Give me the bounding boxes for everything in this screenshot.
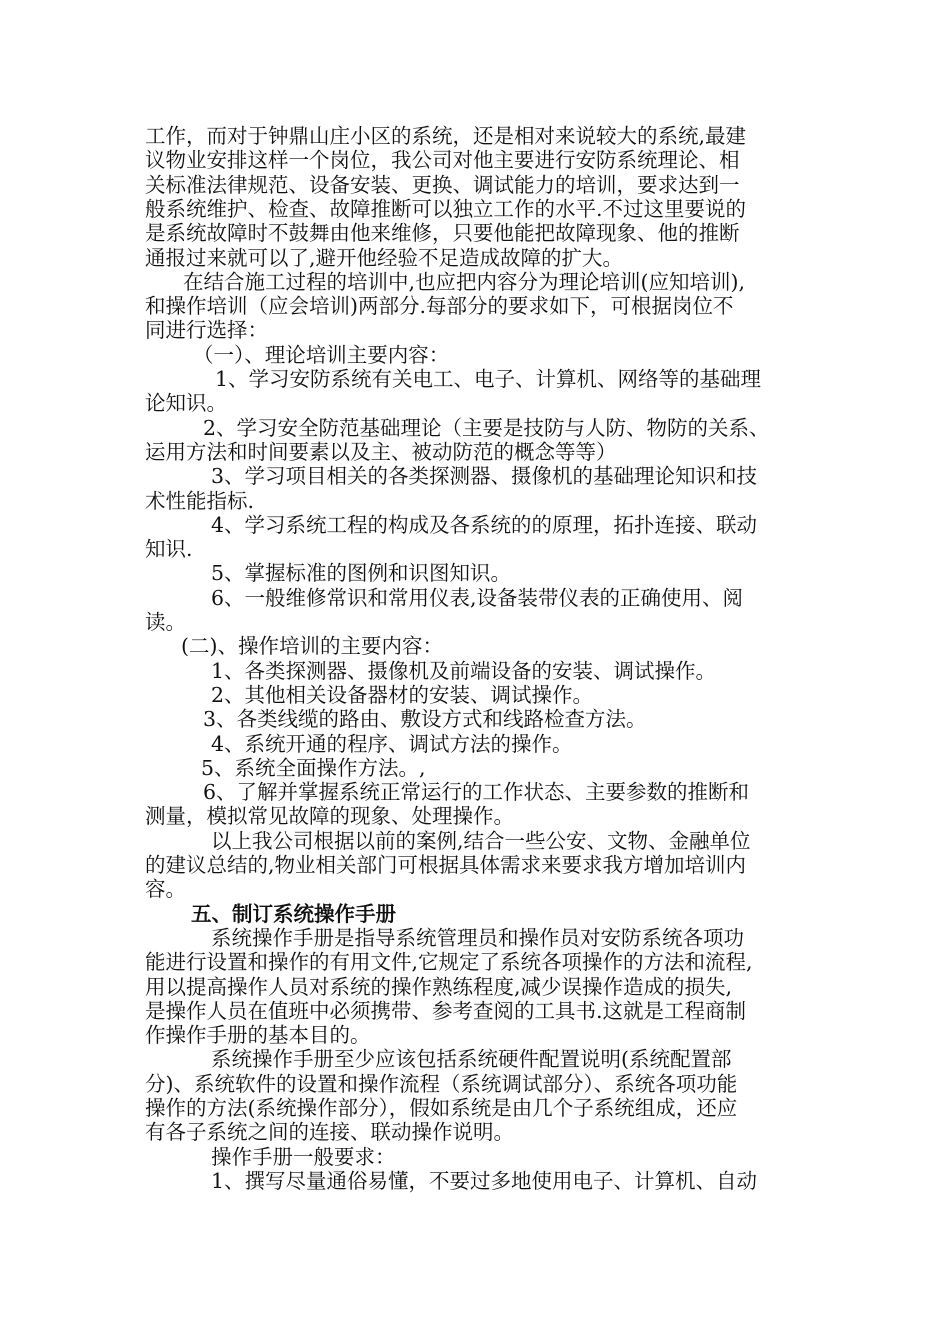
text-line: 和操作培训（应会培训)两部分.每部分的要求如下，可根据岗位不 bbox=[145, 294, 734, 319]
text-line: 能进行设置和操作的有用文件,它规定了系统各项操作的方法和流程, bbox=[145, 950, 753, 975]
text-line: 6、了解并掌握系统正常运行的工作状态、主要参数的推断和 bbox=[203, 780, 750, 805]
text-line: 4、学习系统工程的构成及各系统的的原理，拓扑连接、联动 bbox=[211, 512, 758, 537]
text-line: 知识. bbox=[145, 537, 193, 562]
text-line: 5、系统全面操作方法。, bbox=[201, 755, 426, 780]
text-line: 2、学习安全防范基础理论（主要是技防与人防、物防的关系、 bbox=[203, 415, 770, 440]
text-line: 通报过来就可以了,避开他经验不足造成故障的扩大。 bbox=[145, 245, 624, 270]
text-line: 运用方法和时间要素以及主、被动防范的概念等等） bbox=[145, 439, 617, 464]
text-line: 操作的方法(系统操作部分），假如系统是由几个子系统组成，还应 bbox=[145, 1096, 738, 1120]
text-line: 分)、系统软件的设置和操作流程（系统调试部分）、系统各项功能 bbox=[145, 1071, 738, 1096]
text-line: 的建议总结的,物业相关部门可根据具体需求来要求我方增加培训内 bbox=[145, 853, 747, 877]
text-line: 1、撰写尽量通俗易懂，不要过多地使用电子、计算机、自动 bbox=[211, 1168, 758, 1193]
text-line: 同进行选择： bbox=[145, 318, 268, 343]
section-subtitle: (二)、操作培训的主要内容： bbox=[181, 634, 443, 659]
text-line: 2、其他相关设备器材的安装、调试操作。 bbox=[211, 682, 594, 707]
text-line: 6、一般维修常识和常用仪表,设备装带仪表的正确使用、阅 bbox=[211, 585, 744, 610]
text-line: 3、各类线缆的路由、敷设方式和线路检查方法。 bbox=[203, 707, 647, 732]
text-line: 测量，模拟常见故障的现象、处理操作。 bbox=[145, 804, 514, 829]
text-line: 1、学习安防系统有关电工、电子、计算机、网络等的基础理 bbox=[215, 367, 762, 391]
text-line: 般系统维护、检查、故障推断可以独立工作的水平.不过这里要说的 bbox=[145, 196, 747, 221]
text-line: 是操作人员在值班中必须携带、参考查阅的工具书.这就是工程商制 bbox=[145, 998, 747, 1023]
text-line: 系统操作手册是指导系统管理员和操作员对安防系统各项功 bbox=[211, 925, 744, 950]
text-line: 关标准法律规范、设备安装、更换、调试能力的培训，要求达到一 bbox=[145, 172, 740, 197]
text-line: 4、系统开通的程序、调试方法的操作。 bbox=[211, 731, 573, 756]
text-line: 在结合施工过程的培训中,也应把内容分为理论培训(应知培训), bbox=[183, 269, 746, 294]
text-line: 5、掌握标准的图例和识图知识。 bbox=[211, 561, 512, 586]
text-line: 工作，而对于钟鼎山庄小区的系统，还是相对来说较大的系统,最建 bbox=[145, 124, 747, 148]
text-line: 是系统故障时不鼓舞由他来维修，只要他能把故障现象、他的推断 bbox=[145, 221, 740, 246]
text-line: 容。 bbox=[145, 877, 186, 902]
text-line: 1、各类探测器、摄像机及前端设备的安装、调试操作。 bbox=[211, 658, 717, 683]
text-line: 作操作手册的基本目的。 bbox=[145, 1023, 371, 1048]
text-line: 系统操作手册至少应该包括系统硬件配置说明(系统配置部 bbox=[211, 1047, 732, 1072]
text-line: 用以提高操作人员对系统的操作熟练程度,减少误操作造成的损失, bbox=[145, 974, 733, 999]
text-line: 以上我公司根据以前的案例,结合一些公安、文物、金融单位 bbox=[211, 828, 751, 853]
text-line: 有各子系统之间的连接、联动操作说明。 bbox=[145, 1120, 514, 1145]
text-line: 操作手册一般要求： bbox=[211, 1144, 396, 1169]
text-line: 议物业安排这样一个岗位，我公司对他主要进行安防系统理论、相 bbox=[145, 148, 740, 173]
text-line: 3、学习项目相关的各类探测器、摄像机的基础理论知识和技 bbox=[211, 464, 758, 489]
section-subtitle: （一）、理论培训主要内容： bbox=[193, 342, 450, 367]
text-line: 读。 bbox=[145, 610, 186, 634]
text-line: 论知识。 bbox=[145, 391, 227, 416]
section-heading: 五、制订系统操作手册 bbox=[191, 901, 396, 926]
text-line: 术性能指标. bbox=[145, 488, 255, 513]
